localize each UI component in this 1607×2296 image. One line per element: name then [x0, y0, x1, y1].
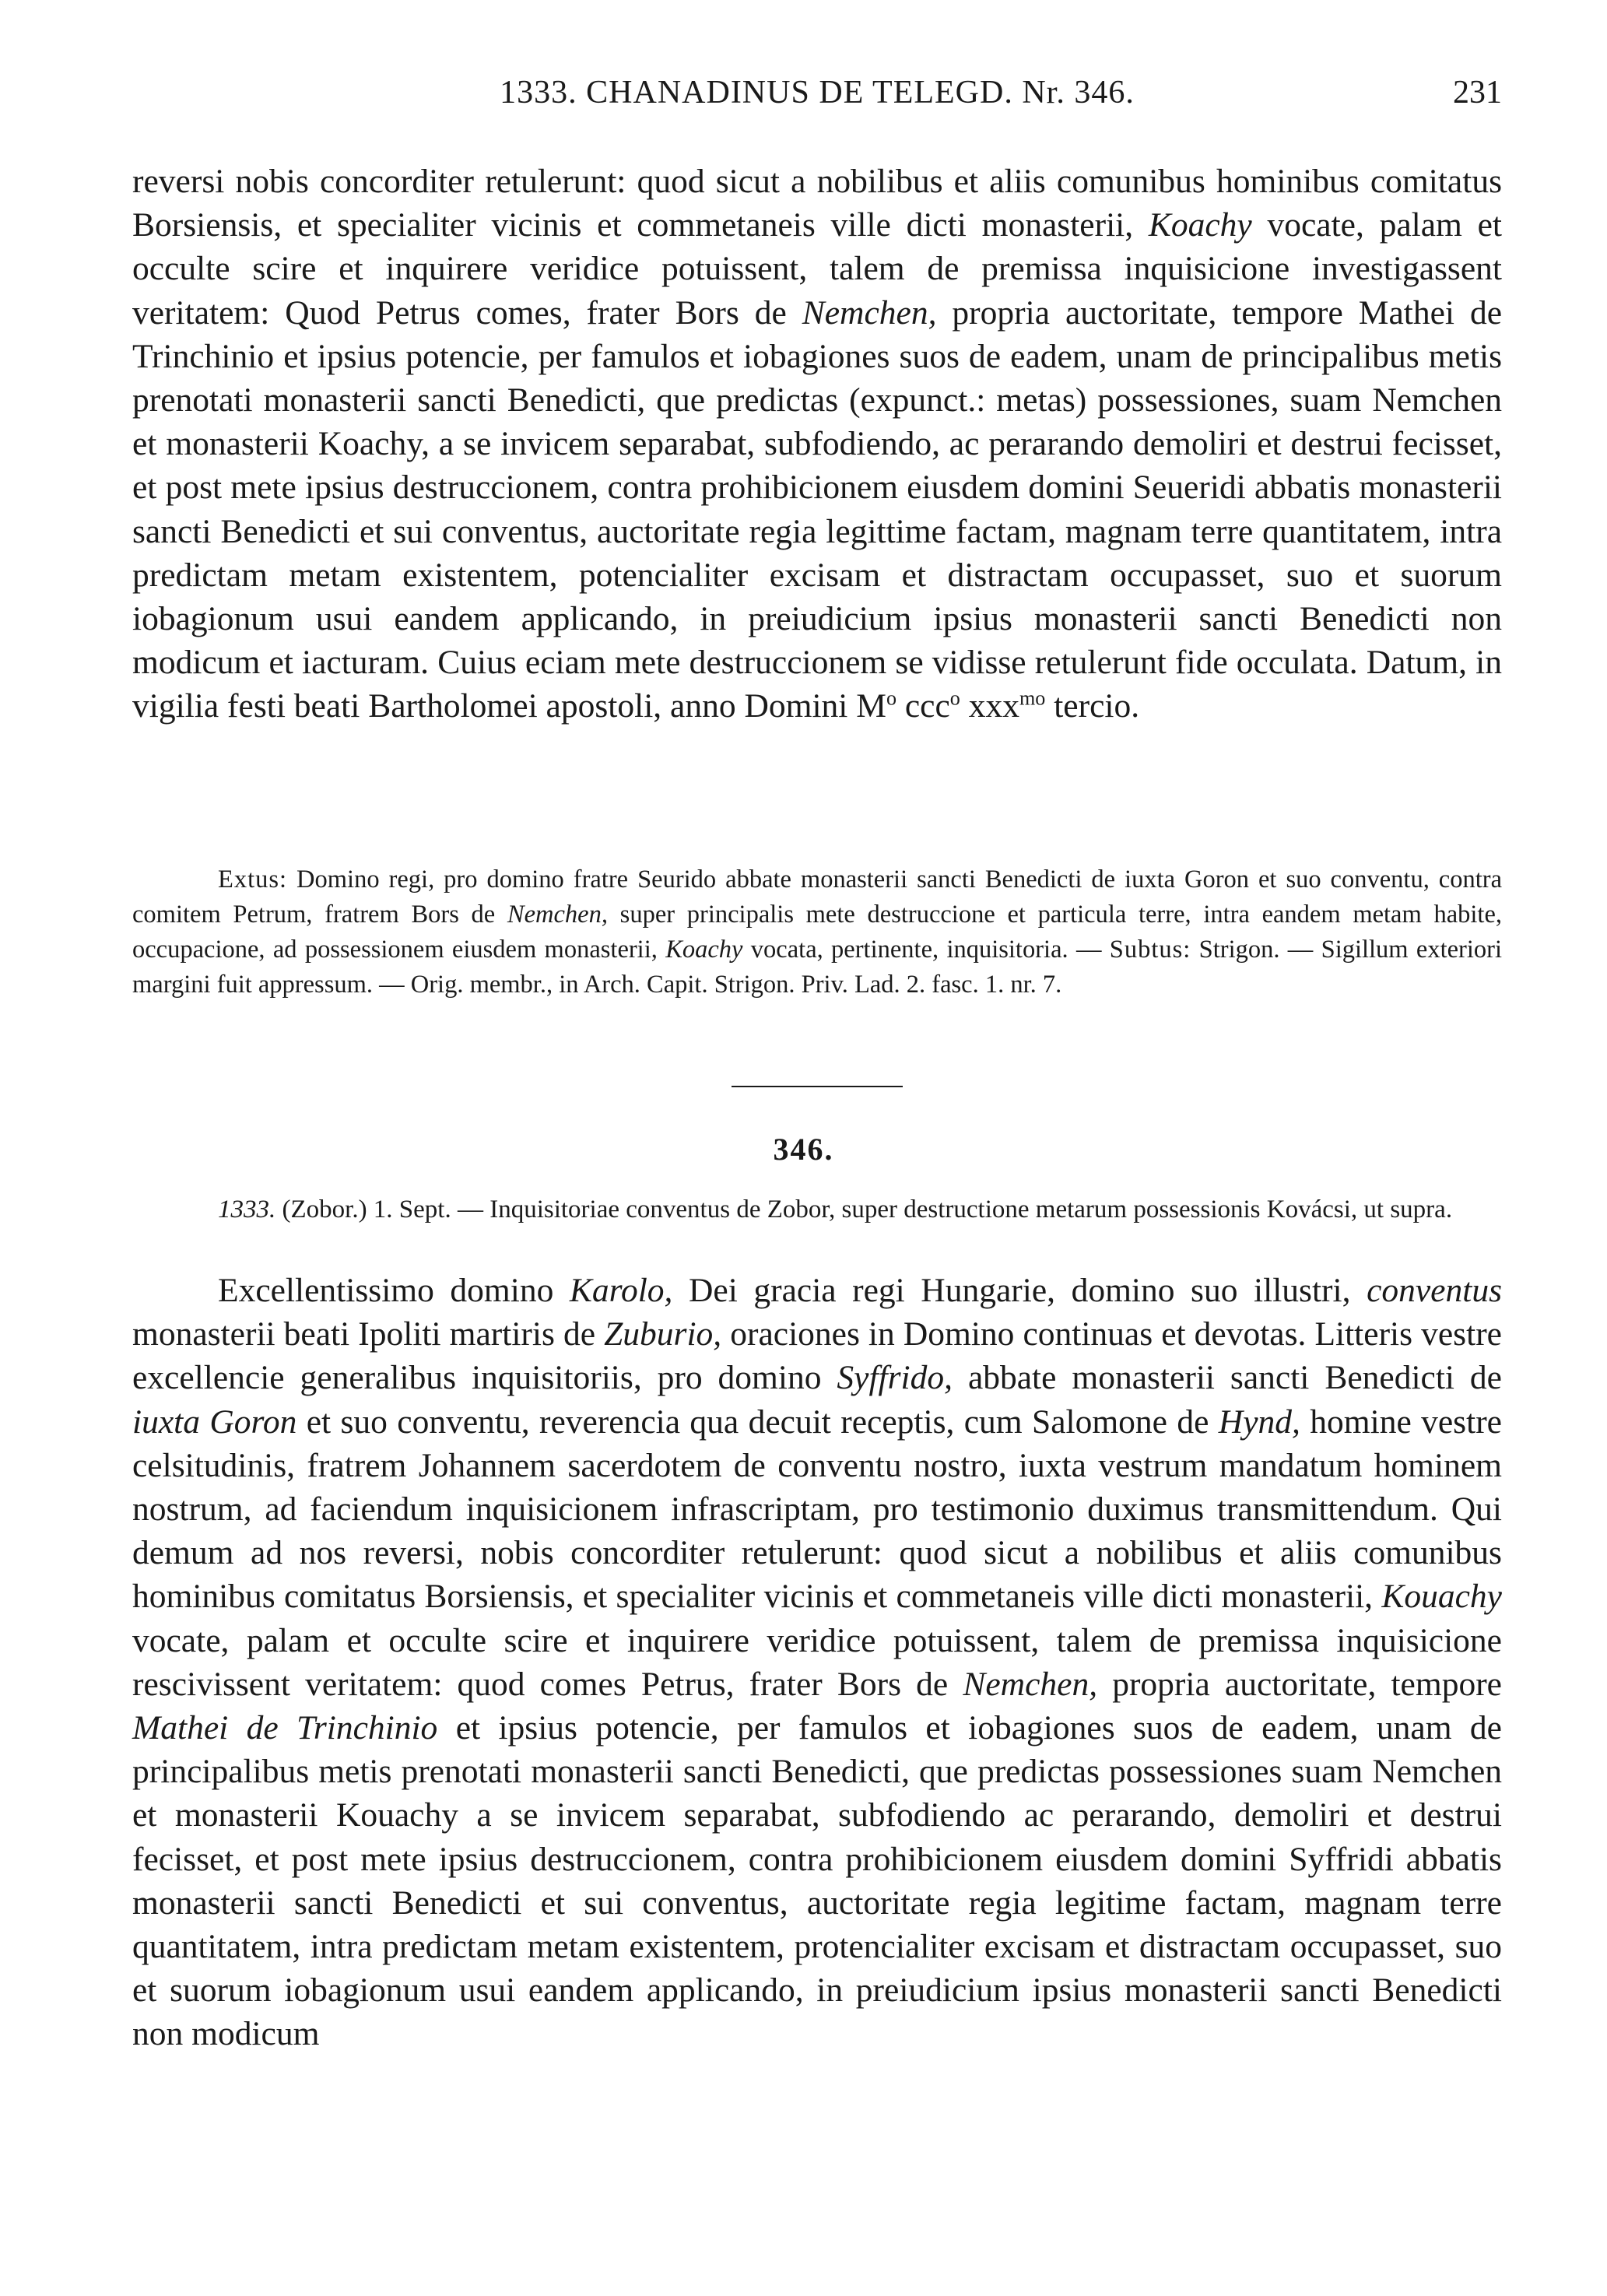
note-paragraph	[132, 862, 1502, 1002]
body-paragraph	[132, 160, 1502, 728]
text-run: vocate, palam et occulte scire et inquirere veridice potuissent, talem de premissa inquisicione investigassent veritatem: Quod Petrus comes, frater Bors de	[132, 206, 1503, 332]
regest-date: 1333.	[218, 1195, 276, 1223]
place-name: Nemchen,	[802, 293, 937, 332]
place-name: Nemchen,	[507, 900, 608, 929]
text-run: reversi nobis concorditer retulerunt: quod sicut a nobilibus et aliis comunibus hominibus comitatus Borsiensis, et specialiter vicinis et commetaneis ville dicti monasterii,	[132, 163, 1502, 244]
superscript: mo	[1019, 686, 1046, 710]
document-number: 346.	[773, 1132, 834, 1167]
person-name: Mathei de Trinchinio	[132, 1709, 438, 1747]
text-run: Domino regi, pro domino fratre Seurido abbate monasterii sancti Benedicti de iuxta Goron et suo conventu, contra comitem Petrum, fratrem Bors de	[132, 865, 1502, 929]
place-name: Nemchen,	[963, 1665, 1098, 1703]
running-title: 1333. CHANADINUS DE TELEGD. Nr. 346.	[500, 75, 1135, 111]
text-run: Dei gracia regi Hungarie, domino suo illustri,	[672, 1272, 1367, 1309]
extus-label: Extus:	[218, 865, 288, 893]
text-run: oraciones in Domino continuas et devotas. Litteris vestre excellencie generalibus inquisitoriis, pro domino	[132, 1315, 1502, 1397]
text-run: super principalis mete destruccione et particula terre, intra eandem metam habite, occupacione, ad possessionem eiusdem monasterii,	[132, 900, 1502, 964]
text-run: Excellentissimo domino	[218, 1272, 570, 1309]
regest-paragraph	[132, 1192, 1502, 1227]
place-name: Zuburio,	[604, 1315, 722, 1353]
text-run: Strigon. — Sigillum exteriori margini fuit appressum. — Orig. membr., in Arch. Capit. Strigon. Priv. Lad. 2. fasc. 1. nr. 7.	[132, 936, 1502, 999]
document-345-conclusion	[132, 160, 1502, 728]
text-run: (Zobor.) 1. Sept. — Inquisitoriae conventus de Zobor, super destructione metarum possessionis Kovácsi, ut supra.	[275, 1195, 1453, 1223]
place-name: Koachy	[665, 936, 743, 964]
section-divider	[732, 1086, 903, 1087]
text-run: et ipsius potencie, per famulos et iobagiones suos de eadem, unam de principalibus metis prenotati monasterii sancti Benedicti, que predictas possessiones suam Nemchen et monasterii Kouachy a se invicem separabat, subfodiendo ac perarando, demoliri et destrui fecisset, et post mete ipsius destruccionem, contra prohibicionem eiusdem domini Syffridi abbatis monasterii sancti Benedicti et sui conventus, auctoritate regia legitime factam, magnam terre quantitatem, intra predictam metam existentem, protencialiter excisam et distractam occupasset, suo et suorum iobagionum usui eandem applicando, in preiudicium ipsius monasterii sancti Benedicti non modicum	[132, 1709, 1502, 2053]
archival-note	[132, 862, 1502, 1002]
text-run: propria auctoritate, tempore	[1097, 1665, 1502, 1703]
text-run: et suo conventu, reverencia qua decuit receptis, cum Salomone de	[296, 1403, 1219, 1441]
text-run: abbate monasterii sancti Benedicti de	[953, 1359, 1502, 1397]
regest-summary	[132, 1192, 1502, 1227]
text-run: propria auctoritate, tempore Mathei de Trinchinio et ipsius potencie, per famulos et iobagiones suos de eadem, unam de principalibus metis prenotati monasterii sancti Benedicti, que predictas (expunct.: metas) possessiones, suam Nemchen et monasterii Koachy, a se invicem separabat, subfodiendo, ac perarando demoliri et destrui fecisset, et post mete ipsius destruccionem, contra prohibicionem eiusdem domini Seueridi abbatis monasterii sancti Benedicti et sui conventus, auctoritate regia legittime factam, magnam terre quantitatem, intra predictam metam existentem, potencialiter excisam et distractam occupasset, suo et suorum iobagionum usui eandem applicando, in preiudicium ipsius monasterii sancti Benedicti non modicum et iacturam. Cuius eciam mete destruccionem se vidisse retulerunt fide occulata. Datum, in vigilia festi beati Bartholomei apostoli, anno Domini M	[132, 293, 1503, 725]
text-run: ccc	[896, 687, 950, 725]
place-name: Koachy	[1148, 206, 1252, 244]
superscript: o	[886, 686, 896, 710]
subtus-label: Subtus:	[1109, 936, 1191, 964]
superscript: o	[949, 686, 960, 710]
person-name: Karolo,	[569, 1272, 673, 1309]
issuer-name: conventus	[1367, 1272, 1502, 1309]
text-run: vocate, palam et occulte scire et inquirere veridice potuissent, talem de premissa inquisicione rescivissent veritatem: quod comes Petrus, frater Bors de	[132, 1621, 1502, 1703]
body-paragraph	[132, 1269, 1502, 2056]
text-run: tercio.	[1045, 687, 1140, 725]
person-name: Syffrido,	[837, 1359, 953, 1397]
page-number: 231	[1453, 75, 1502, 111]
text-run: vocata, pertinente, inquisitoria. —	[742, 936, 1110, 964]
place-name: Hynd,	[1218, 1403, 1300, 1441]
place-name: iuxta Goron	[132, 1403, 297, 1441]
text-run: xxx	[960, 687, 1019, 725]
page-header	[132, 74, 1502, 121]
document-346-text	[132, 1269, 1502, 2056]
text-run: homine vestre celsitudinis, fratrem Johannem sacerdotem de conventu nostro, iuxta vestrum mandatum hominem nostrum, ad faciendum inquisicionem infrascriptam, pro testimonio duximus transmittendum. Qui demum ad nos reversi, nobis concorditer retulerunt: quod sicut a nobilibus et aliis comunibus hominibus comitatus Borsiensis, et specialiter vicinis et commetaneis ville dicti monasterii,	[132, 1403, 1502, 1616]
text-run: monasterii beati Ipoliti martiris de	[132, 1315, 605, 1353]
place-name: Kouachy	[1381, 1578, 1502, 1616]
